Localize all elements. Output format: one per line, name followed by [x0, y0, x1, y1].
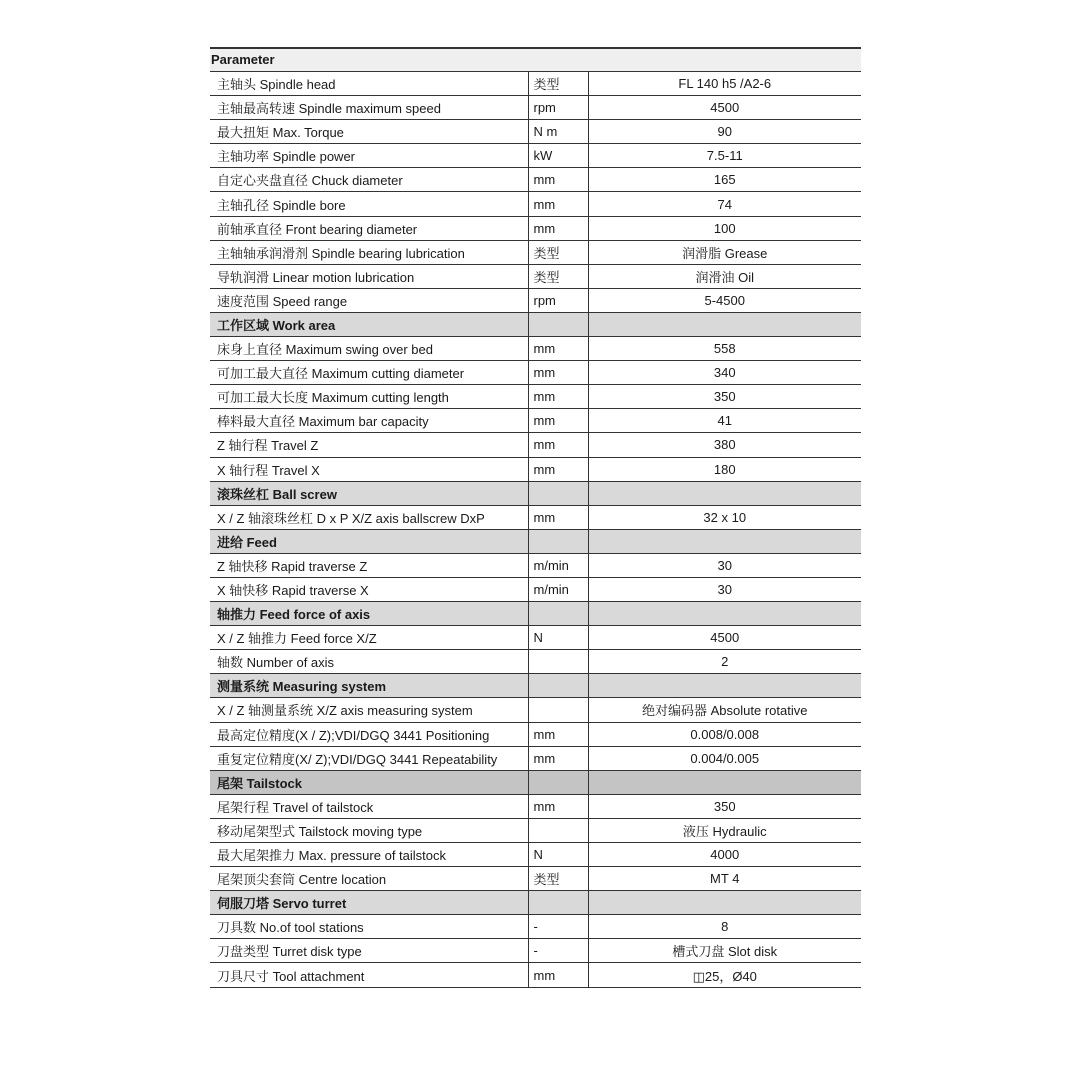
section-header-row [210, 602, 861, 626]
section-header-row [210, 481, 861, 505]
section-header-row [210, 312, 861, 336]
param-unit: m/min [528, 553, 588, 577]
section-header-row [210, 674, 861, 698]
spec-row [210, 385, 861, 409]
spec-row [210, 963, 861, 987]
spec-row [210, 96, 861, 120]
param-value: 2 [588, 650, 861, 674]
param-unit: - [528, 939, 588, 963]
param-unit: 类型 [528, 72, 588, 96]
section-value-cell [588, 674, 861, 698]
param-value: 槽式刀盘 Slot disk [588, 939, 861, 963]
param-value: 90 [588, 120, 861, 144]
param-name: 尾架行程 Travel of tailstock [210, 794, 528, 818]
param-value: 340 [588, 361, 861, 385]
spec-row [210, 433, 861, 457]
spec-row [210, 843, 861, 867]
param-value: 润滑油 Oil [588, 264, 861, 288]
param-value: 558 [588, 337, 861, 361]
section-value-cell [588, 481, 861, 505]
param-name: 主轴孔径 Spindle bore [210, 192, 528, 216]
param-value: ◫25，Ø40 [588, 963, 861, 987]
param-name: 导轨润滑 Linear motion lubrication [210, 264, 528, 288]
section-title: 进给 Feed [210, 529, 528, 553]
param-unit: - [528, 915, 588, 939]
spec-row [210, 144, 861, 168]
section-value-cell [588, 891, 861, 915]
section-title: 轴推力 Feed force of axis [210, 602, 528, 626]
param-value: 165 [588, 168, 861, 192]
section-title: 尾架 Tailstock [210, 770, 528, 794]
param-value: 0.004/0.005 [588, 746, 861, 770]
param-name: 主轴轴承润滑剂 Spindle bearing lubrication [210, 240, 528, 264]
param-name: X / Z 轴滚珠丝杠 D x P X/Z axis ballscrew DxP [210, 505, 528, 529]
param-value: MT 4 [588, 867, 861, 891]
param-name: 最大尾架推力 Max. pressure of tailstock [210, 843, 528, 867]
param-unit: mm [528, 433, 588, 457]
param-name: 刀具数 No.of tool stations [210, 915, 528, 939]
param-unit: mm [528, 385, 588, 409]
param-unit: 类型 [528, 240, 588, 264]
param-name: 床身上直径 Maximum swing over bed [210, 337, 528, 361]
spec-table-body [210, 72, 861, 987]
section-value-cell [588, 312, 861, 336]
section-header-row [210, 770, 861, 794]
spec-row [210, 409, 861, 433]
param-value: 绝对编码器 Absolute rotative [588, 698, 861, 722]
section-value-cell [588, 770, 861, 794]
param-value: 7.5-11 [588, 144, 861, 168]
section-header-row [210, 891, 861, 915]
spec-row [210, 337, 861, 361]
section-unit-cell [528, 529, 588, 553]
param-name: 可加工最大长度 Maximum cutting length [210, 385, 528, 409]
spec-row [210, 553, 861, 577]
param-name: 最高定位精度(X / Z);VDI/DGQ 3441 Positioning [210, 722, 528, 746]
param-value: 4500 [588, 96, 861, 120]
spec-row [210, 72, 861, 96]
param-unit: mm [528, 505, 588, 529]
param-value: 41 [588, 409, 861, 433]
section-unit-cell [528, 602, 588, 626]
sheet-title: Parameter [210, 47, 861, 72]
param-name: 主轴头 Spindle head [210, 72, 528, 96]
param-unit: 类型 [528, 264, 588, 288]
param-unit: mm [528, 746, 588, 770]
section-title: 伺服刀塔 Servo turret [210, 891, 528, 915]
spec-row [210, 288, 861, 312]
section-unit-cell [528, 891, 588, 915]
param-name: 速度范围 Speed range [210, 288, 528, 312]
section-unit-cell [528, 481, 588, 505]
section-title: 测量系统 Measuring system [210, 674, 528, 698]
spec-row [210, 746, 861, 770]
param-name: X / Z 轴推力 Feed force X/Z [210, 626, 528, 650]
spec-row [210, 216, 861, 240]
param-name: X / Z 轴测量系统 X/Z axis measuring system [210, 698, 528, 722]
param-name: 可加工最大直径 Maximum cutting diameter [210, 361, 528, 385]
param-unit: mm [528, 409, 588, 433]
section-header-row [210, 529, 861, 553]
param-name: 移动尾架型式 Tailstock moving type [210, 818, 528, 842]
param-name: X 轴快移 Rapid traverse X [210, 577, 528, 601]
spec-row [210, 650, 861, 674]
param-value: 8 [588, 915, 861, 939]
param-unit: kW [528, 144, 588, 168]
spec-row [210, 867, 861, 891]
spec-table [210, 72, 861, 988]
param-name: 自定心夹盘直径 Chuck diameter [210, 168, 528, 192]
section-title: 滚珠丝杠 Ball screw [210, 481, 528, 505]
section-unit-cell [528, 312, 588, 336]
param-value: 100 [588, 216, 861, 240]
param-value: 30 [588, 577, 861, 601]
section-title: 工作区域 Work area [210, 312, 528, 336]
param-name: Z 轴快移 Rapid traverse Z [210, 553, 528, 577]
param-name: 棒料最大直径 Maximum bar capacity [210, 409, 528, 433]
param-unit: mm [528, 192, 588, 216]
param-name: 主轴最高转速 Spindle maximum speed [210, 96, 528, 120]
spec-row [210, 626, 861, 650]
spec-row [210, 577, 861, 601]
param-unit [528, 650, 588, 674]
spec-row [210, 915, 861, 939]
param-value: 32 x 10 [588, 505, 861, 529]
param-value: 74 [588, 192, 861, 216]
param-value: 液压 Hydraulic [588, 818, 861, 842]
param-unit: mm [528, 794, 588, 818]
param-unit: N [528, 843, 588, 867]
param-name: 重复定位精度(X/ Z);VDI/DGQ 3441 Repeatability [210, 746, 528, 770]
spec-row [210, 794, 861, 818]
spec-row [210, 722, 861, 746]
spec-row [210, 192, 861, 216]
spec-row [210, 168, 861, 192]
param-value: 350 [588, 794, 861, 818]
spec-row [210, 264, 861, 288]
param-name: X 轴行程 Travel X [210, 457, 528, 481]
param-unit: 类型 [528, 867, 588, 891]
param-unit: mm [528, 361, 588, 385]
param-value: 350 [588, 385, 861, 409]
section-unit-cell [528, 674, 588, 698]
spec-row [210, 457, 861, 481]
param-unit: N m [528, 120, 588, 144]
section-unit-cell [528, 770, 588, 794]
spec-row [210, 698, 861, 722]
param-value: 5-4500 [588, 288, 861, 312]
param-unit: mm [528, 963, 588, 987]
param-value: 30 [588, 553, 861, 577]
param-unit: N [528, 626, 588, 650]
param-name: 尾架顶尖套筒 Centre location [210, 867, 528, 891]
param-value: 180 [588, 457, 861, 481]
param-value: 润滑脂 Grease [588, 240, 861, 264]
param-unit: m/min [528, 577, 588, 601]
param-unit: rpm [528, 288, 588, 312]
param-value: 4500 [588, 626, 861, 650]
spec-row [210, 120, 861, 144]
param-value: 380 [588, 433, 861, 457]
param-unit [528, 818, 588, 842]
param-name: 轴数 Number of axis [210, 650, 528, 674]
param-name: Z 轴行程 Travel Z [210, 433, 528, 457]
spec-row [210, 939, 861, 963]
param-value: 0.008/0.008 [588, 722, 861, 746]
param-name: 最大扭矩 Max. Torque [210, 120, 528, 144]
param-name: 刀具尺寸 Tool attachment [210, 963, 528, 987]
spec-row [210, 361, 861, 385]
param-unit [528, 698, 588, 722]
param-name: 刀盘类型 Turret disk type [210, 939, 528, 963]
param-unit: mm [528, 337, 588, 361]
param-name: 主轴功率 Spindle power [210, 144, 528, 168]
spec-row [210, 818, 861, 842]
param-name: 前轴承直径 Front bearing diameter [210, 216, 528, 240]
spec-row [210, 240, 861, 264]
param-unit: mm [528, 216, 588, 240]
param-value: 4000 [588, 843, 861, 867]
param-unit: rpm [528, 96, 588, 120]
spec-sheet [210, 47, 861, 988]
param-value: FL 140 h5 /A2-6 [588, 72, 861, 96]
param-unit: mm [528, 168, 588, 192]
param-unit: mm [528, 457, 588, 481]
param-unit: mm [528, 722, 588, 746]
spec-row [210, 505, 861, 529]
section-value-cell [588, 529, 861, 553]
section-value-cell [588, 602, 861, 626]
